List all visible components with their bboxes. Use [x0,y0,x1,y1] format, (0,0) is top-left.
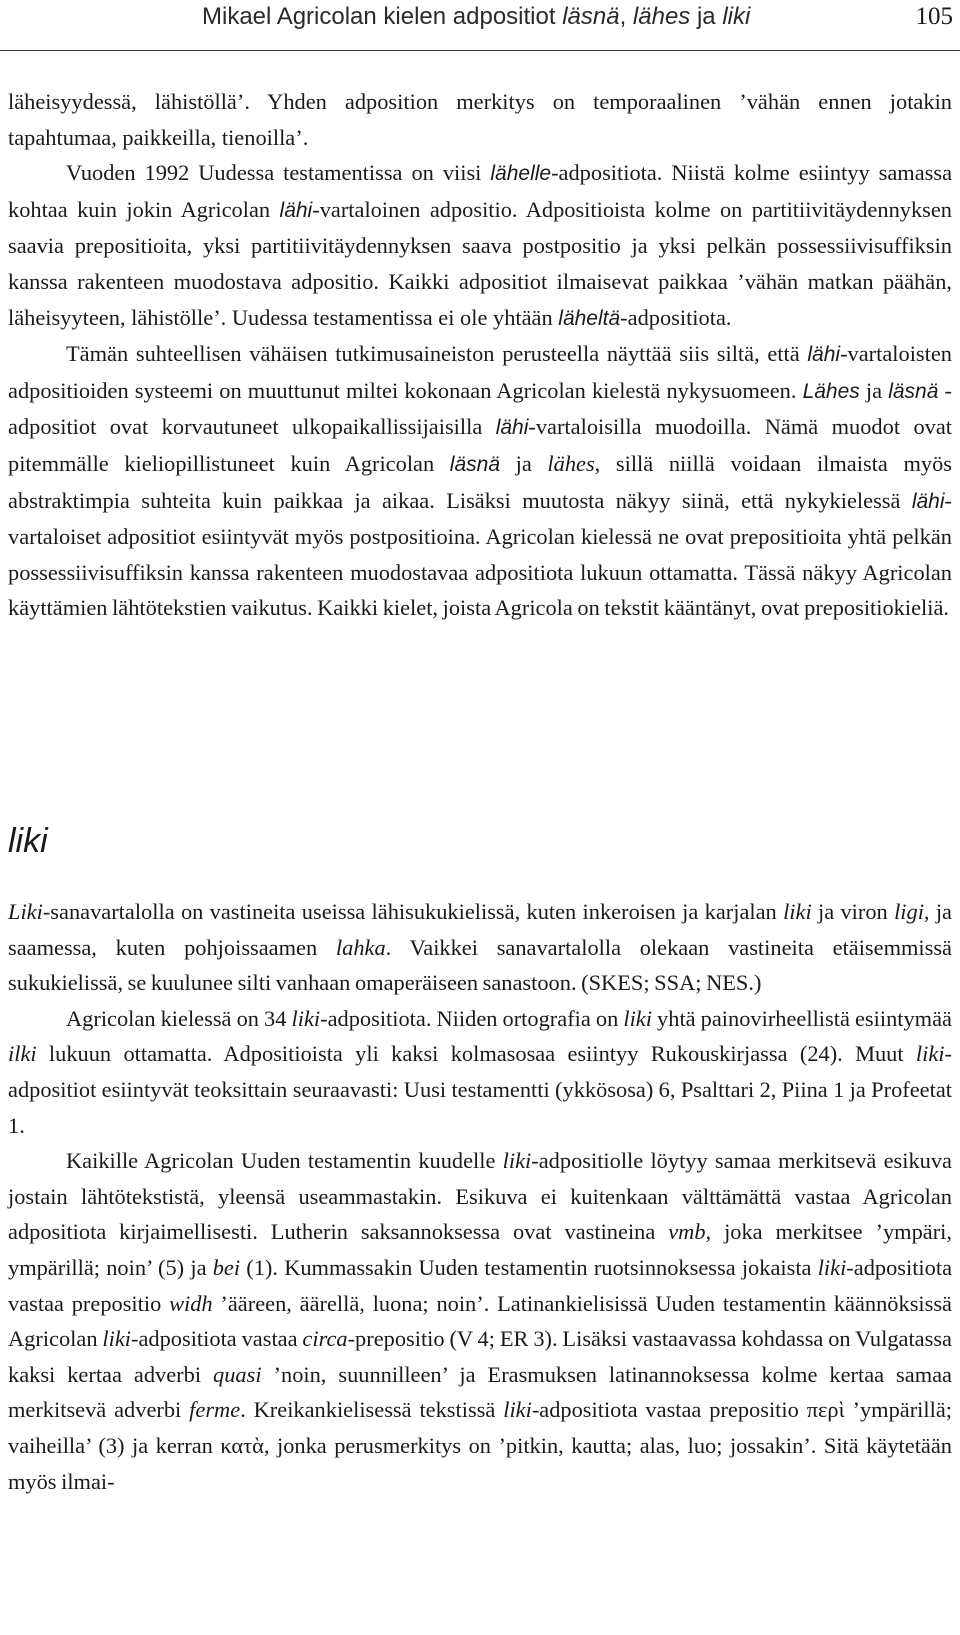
page-number: 105 [915,3,953,30]
text-run: -vartaloiset adpositiot esiintyvät myös postpositioina. Agricolan kielessä ne ovat prepositioita yhtä pelkän possessiivisuffiksin kanssa rakenteen muodostavaa adpositiota lukuun ottamatta. Tässä näkyy Agricolan käyttämien lähtötekstien vaikutus. Kaikki kielet, joista Agricola on tekstit kääntänyt, ovat prepositiokieliä. [8,487,952,621]
italic-term: vmb [668,1219,706,1245]
text-run: -adpositiota. Niistä kolme esiintyy samassa kohtaa kuin jokin Agricolan [8,160,953,222]
italic-term: widh [169,1290,213,1316]
text-run: -adpositiota vastaa prepositio περὶ ’ympärillä; vaiheilla’ (3) ja kerran κατὰ, jonka perusmerkitys on ’pitkin, kautta; alas, luo; jossakin’. Sitä käytetään myös ilmai- [8,1397,952,1494]
text-run: -adpositiota vastaa [131,1326,303,1352]
italic-term: Liki [8,899,43,924]
text-run: -adpositiota vastaa prepositio [8,1254,953,1316]
text-run: , ja saamessa, kuten pohjoissaamen [8,899,952,960]
italic-term: liki [783,899,812,924]
paragraph [8,1001,952,1143]
italic-term: lahka [335,934,386,960]
text-run: -prepositio (V 4; ER 3). Lisäksi vastaavassa kohdassa on Vulgatassa kaksi kertaa adverbi [8,1326,952,1387]
body-text-top [8,84,952,626]
text-run: , sillä niillä voidaan ilmaista myös abstraktimpia suhteita kuin paikkaa ja aikaa. Lisäksi muutosta näkyy siinä, että nykykielessä [8,450,952,513]
text-run: ja [500,450,548,476]
italic-term: ligi [894,899,924,924]
text-run: ja viron [811,899,895,924]
running-title-text: , [619,3,633,30]
running-title [202,3,750,31]
text-run: -vartaloisilla muodoilla. Nämä muodot ovat pitemmälle kieliopillistuneet kuin Agricolan [8,414,952,476]
text-run: ’noin, suunnilleen’ ja Erasmuksen latinannoksessa kolme kertaa samaa merkitsevä adverbi [8,1361,952,1423]
paragraph [8,1143,952,1499]
italic-term: läheltä [558,306,621,330]
italic-term: liki [291,1005,321,1031]
section-heading: liki [8,822,48,860]
paragraph [8,155,952,336]
text-run: Vuoden 1992 Uudessa testamentissa on viisi [66,160,491,186]
italic-term: läsnä [888,379,939,403]
text-run: , joka merkitsee ’ympäri, ympärillä; noin’ (5) ja [8,1219,952,1280]
text-run: Agricolan kielessä on 34 [66,1005,292,1031]
text-run: . Vaikkei sanavartalolla olekaan vastineita etäisemmissä sukukielissä, se kuulunee silti vanhaan omaperäiseen sanastoon. (SKES; SSA; NES.) [8,934,952,996]
paragraph [8,894,952,1001]
text-run: ja [859,377,889,403]
italic-term: bei [212,1254,241,1280]
italic-term: lähi [279,198,313,222]
running-title-text: Mikael Agricolan kielen adpositiot [202,3,563,30]
italic-term: Lähes [802,379,860,403]
italic-term: circa [302,1326,348,1352]
text-run: Tämän suhteellisen vähäisen tutkimusaineiston perusteella näyttää siis siltä, että [66,341,808,367]
text-run: -adpositiot esiintyvät teoksittain seuraavasti: Uusi testamentti (ykkösosa) 6, Psalttari 2, Piina 1 ja Profeetat 1. [8,1041,952,1138]
running-title-text: ja [690,3,723,30]
body-text-bottom [8,894,952,1499]
italic-term: lähi [495,416,529,440]
text-run: -vartaloinen adpositio. Adpositioista kolme on partitiivitäydennyksen saavia prepositioita, yksi partitiivitäydennyksen saava postpositio ja yksi pelkän possessiivisuffiksin kanssa rakenteen muodostava adpositio. Kaikki adpositiot ilmaisevat paikkaa ’vähän matkan päähän, läheisyyteen, lähistölle’. Uudessa testamentissa ei ole yhtään [8,196,953,330]
running-title-italic: läsnä [562,3,620,30]
italic-term: lähi [807,343,841,367]
running-title-italic: liki [722,3,751,30]
italic-term: ilki [8,1041,37,1067]
italic-term: lähelle [490,162,552,186]
text-run: lukuun ottamatta. Adpositioista yli kaksi kolmasosaa esiintyy Rukouskirjassa (24). Muut [36,1041,916,1067]
running-header [0,0,960,51]
paragraph [8,336,952,626]
text-run: (1). Kummassakin Uuden testamentin ruotsinnoksessa jokaista [240,1254,818,1280]
text-run: -adpositiot ovat korvautuneet ulkopaikallissijaisilla [8,377,952,440]
italic-term: liki [102,1326,132,1352]
paragraph [8,84,952,155]
italic-term: liki [623,1005,652,1031]
italic-term: lähi [911,489,945,513]
text-run: läheisyydessä, lähistöllä’. Yhden adposition merkitys on temporaalinen ’vähän ennen jotakin tapahtumaa, paikkeilla, tienoilla’. [8,89,952,150]
running-title-italic: lähes [632,3,691,30]
italic-term: läsnä [449,452,500,476]
italic-term: quasi [213,1361,262,1387]
text-run: Kaikille Agricolan Uuden testamentin kuudelle [66,1148,503,1174]
text-run: . Kreikankielisessä tekstissä [240,1397,504,1423]
italic-term: liki [915,1041,945,1067]
italic-term: liki [503,1397,532,1423]
italic-term: ferme [189,1397,241,1423]
text-run: -sanavartalolla on vastineita useissa lähisukukielissä, kuten inkeroisen ja karjalan [42,899,784,924]
italic-term: liki [817,1254,847,1280]
italic-term: lähes [547,450,595,476]
text-run: -vartaloisten adpositioiden systeemi on muuttunut miltei kokonaan Agricolan kielestä nykysuomeen. [8,341,952,403]
text-run: -adpositiota. Niiden ortografia on [320,1005,624,1031]
text-run: -adpositiota. [620,304,732,330]
text-run: -adpositiolle löytyy samaa merkitsevä esikuva jostain lähtötekstistä, yleensä useammastakin. Esikuva ei kuitenkaan välttämättä vastaa Agricolan adpositiota kirjaimellisesti. Lutherin saksannoksessa ovat vastineina [8,1148,952,1245]
italic-term: liki [502,1148,532,1174]
text-run: yhtä painovirheellistä esiintymää [651,1005,952,1031]
text-run: ’ääreen, äärellä, luona; noin’. Latinankielisissä Uuden testamentin käännöksissä Agricolan [8,1290,952,1352]
